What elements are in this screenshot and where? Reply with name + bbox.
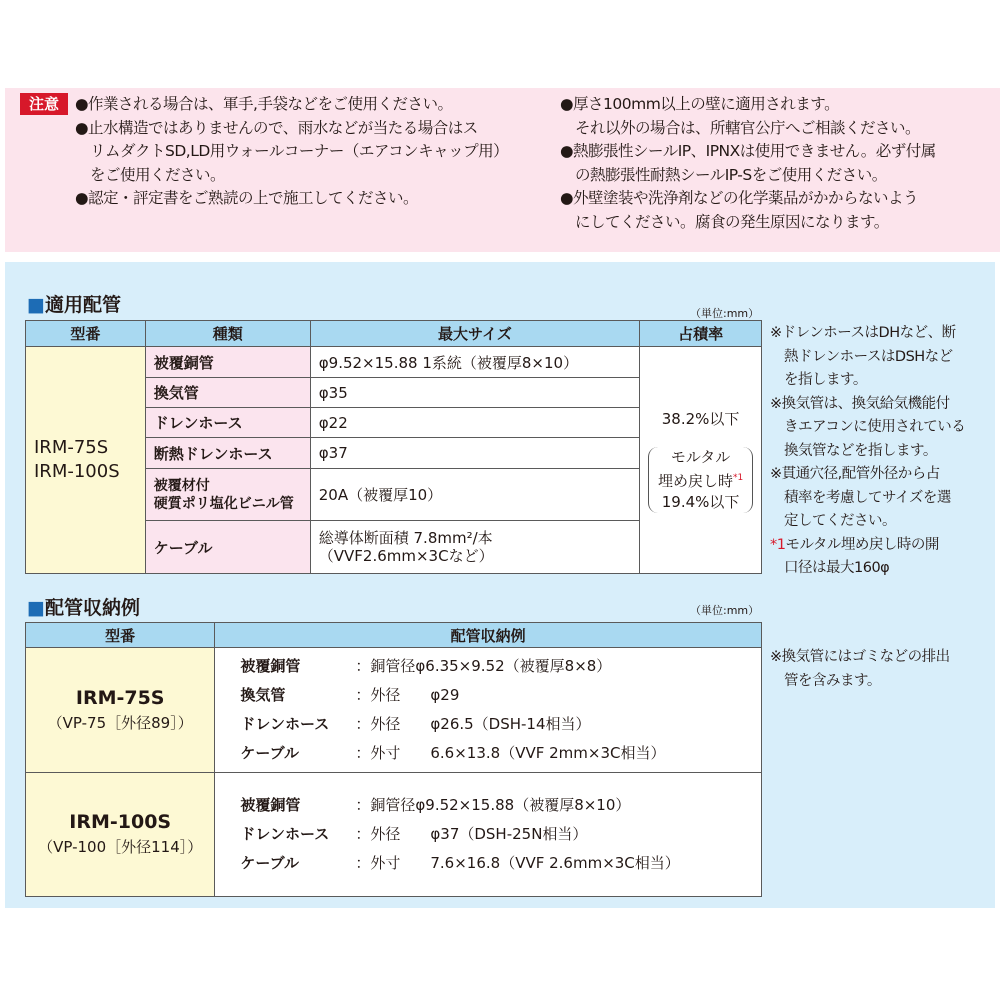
applicable-pipe-table <box>25 320 762 574</box>
header-type: 種類 <box>145 321 310 347</box>
model-cell: IRM-100S （VP-100［外径114］） <box>26 773 215 897</box>
header-example: 配管収納例 <box>215 623 762 648</box>
section1-title: ■適用配管 <box>27 294 121 316</box>
caution-badge: 注意 <box>20 93 68 115</box>
caution-line: の熱膨張性耐熱シールIP-Sをご使用ください。 <box>560 165 887 184</box>
example-cell <box>215 773 762 897</box>
header-rate: 占積率 <box>640 321 762 347</box>
size-cell: 総導体断面積 7.8mm²/本 （VVF2.6mm×3Cなど） <box>310 521 639 574</box>
note-line: 積率を考慮してサイズを選 <box>770 489 951 506</box>
note-line: 管を含みます。 <box>770 672 881 689</box>
size-cell: φ35 <box>310 378 639 408</box>
model-cell: IRM-75S IRM-100S <box>26 347 146 574</box>
caution-line: をご使用ください。 <box>75 165 226 184</box>
caution-line: ●厚さ100mm以上の壁に適用されます。 <box>560 95 840 113</box>
note-line: ※換気管は、換気給気機能付 <box>770 395 950 412</box>
note-line: 熱ドレンホースはDSHなど <box>770 348 953 365</box>
example-cell <box>215 648 762 773</box>
type-cell: 断熱ドレンホース <box>145 438 310 469</box>
pipe-storage-table <box>25 622 762 897</box>
section1-unit: （単位:mm） <box>690 307 760 320</box>
size-cell: φ37 <box>310 438 639 469</box>
note-line: を指します。 <box>770 372 867 388</box>
note-line: ※換気管にはゴミなどの排出 <box>770 649 950 665</box>
note-line: ※貫通穴径,配管外径から占 <box>770 466 940 482</box>
size-cell: 20A（被覆厚10） <box>310 469 639 521</box>
header-model: 型番 <box>26 623 215 648</box>
caution-line: ●熱膨張性シールIP、IPNXは使用できません。必ず付属 <box>560 142 936 160</box>
caution-line: ●外壁塗装や洗浄剤などの化学薬品がかからないよう <box>560 189 919 207</box>
size-cell: φ9.52×15.88 1系統（被覆厚8×10） <box>310 347 639 378</box>
header-model: 型番 <box>26 321 146 347</box>
caution-line: リムダクトSD,LD用ウォールコーナー（エアコンキャップ用） <box>75 142 509 160</box>
example-row: ドレンホース ：外径 φ37（DSH-25N相当） <box>240 825 588 843</box>
section1-notes <box>770 322 965 581</box>
example-row: 換気管 ：外径 φ29 <box>240 686 460 704</box>
caution-line: にしてください。腐食の発生原因になります。 <box>560 212 889 231</box>
caution-line: それ以外の場合は、所轄官公庁へご相談ください。 <box>560 118 921 137</box>
type-cell: ドレンホース <box>145 408 310 438</box>
model-cell: IRM-75S （VP-75［外径89］） <box>26 648 215 773</box>
type-cell: 換気管 <box>145 378 310 408</box>
rate-cell: 38.2%以下 モルタル 埋め戻し時$^{*1}$ 19.4%以下 <box>640 347 762 574</box>
caution-line: ●止水構造ではありませんので、雨水などが当たる場合はス <box>75 118 478 137</box>
type-cell: 被覆銅管 <box>145 347 310 378</box>
caution-right <box>560 93 936 234</box>
example-row: ケーブル ：外寸 7.6×16.8（VVF 2.6mm×3C相当） <box>240 854 680 872</box>
note-line: 換気管などを指します。 <box>770 442 937 459</box>
caution-line: ●認定・評定書をご熟読の上で施工してください。 <box>75 189 419 207</box>
footnote-line: *1モルタル埋め戻し時の開 <box>770 536 939 553</box>
example-row: 被覆銅管 ：銅管径 φ6.35×9.52（被覆厚8×8） <box>240 657 612 675</box>
size-cell: φ22 <box>310 408 639 438</box>
caution-line: ●作業される場合は、軍手,手袋などをご使用ください。 <box>75 95 453 113</box>
example-row: ケーブル ：外寸 6.6×13.8（VVF 2mm×3C相当） <box>240 744 666 762</box>
caution-left <box>75 93 508 211</box>
note-line: きエアコンに使用されている <box>770 419 966 435</box>
type-cell: 被覆材付 硬質ポリ塩化ビニル管 <box>145 469 310 521</box>
footnote-line: 口径は最大160φ <box>770 560 890 576</box>
section2-notes <box>770 646 950 693</box>
note-line: ※ドレンホースはDHなど、断 <box>770 325 956 341</box>
section2-title: ■配管収納例 <box>27 597 140 619</box>
example-row: 被覆銅管 ：銅管径 φ9.52×15.88（被覆厚8×10） <box>240 796 631 814</box>
section2-unit: （単位:mm） <box>690 604 760 617</box>
example-row: ドレンホース ：外径 φ26.5（DSH-14相当） <box>240 715 591 733</box>
type-cell: ケーブル <box>145 521 310 574</box>
header-max-size: 最大サイズ <box>310 321 639 347</box>
note-line: 定してください。 <box>770 513 896 529</box>
